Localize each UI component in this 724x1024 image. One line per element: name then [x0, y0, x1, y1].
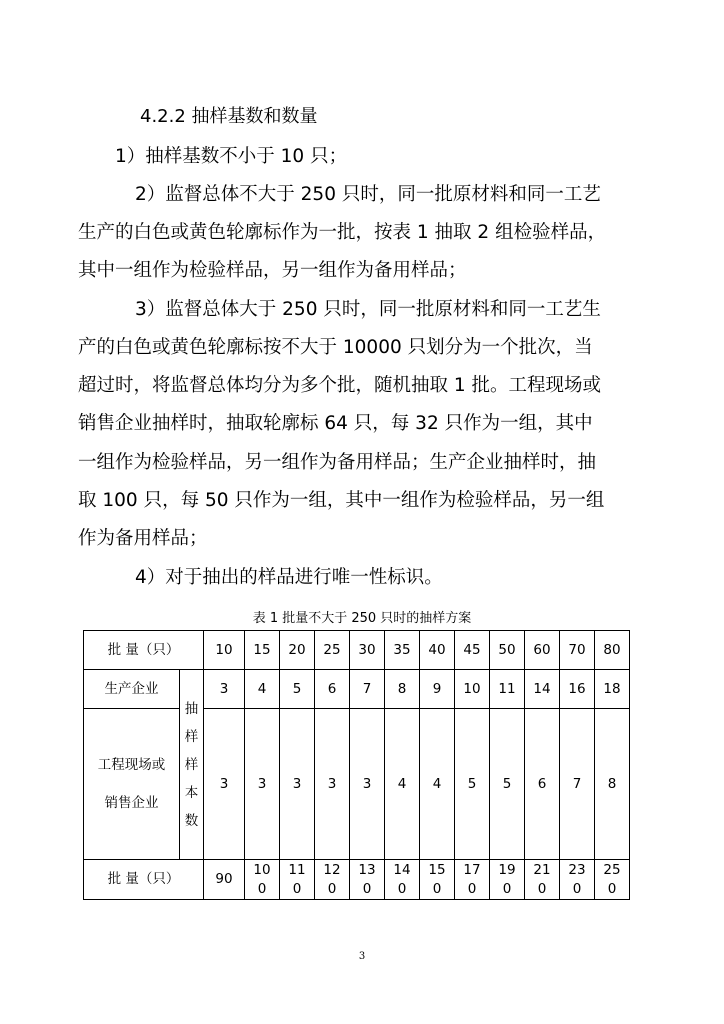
table-cell — [455, 860, 490, 900]
table-cell: 8 — [595, 709, 630, 860]
table-cell — [420, 860, 455, 900]
table-caption: 表 1 批量不大于 250 只时的抽样方案 — [252, 611, 472, 626]
producer-label-cell: 生产企业 — [84, 670, 180, 709]
table-cell: 16 — [560, 670, 595, 709]
table-cell: 8 — [385, 670, 420, 709]
table-cell: 4 — [420, 709, 455, 860]
paragraph-3-line-2: 产的白色或黄色轮廓标按不大于 10000 只划分为一个批次，当 — [78, 337, 593, 358]
page-number: 3 — [358, 951, 366, 962]
paragraph-3-line-5: 一组作为检验样品，另一组作为备用样品；生产企业抽样时，抽 — [78, 452, 597, 473]
table-cell: 15 — [245, 631, 280, 670]
sample-char: 样 — [184, 728, 199, 745]
table-row — [84, 670, 630, 709]
site-label-line: 销售企业 — [104, 795, 159, 811]
site-label-cell — [84, 709, 180, 860]
sample-count-label-cell — [180, 670, 204, 860]
sample-char: 本 — [184, 784, 199, 801]
table-cell: 3 — [204, 709, 245, 860]
table-cell: 11 — [490, 670, 525, 709]
cell-text: 130 — [358, 861, 376, 897]
table-cell: 70 — [560, 631, 595, 670]
sample-char: 数 — [184, 812, 199, 829]
sampling-table — [83, 630, 630, 900]
table-cell: 3 — [315, 709, 350, 860]
table-cell: 50 — [490, 631, 525, 670]
sample-char: 抽 — [184, 700, 199, 717]
table-cell: 5 — [280, 670, 315, 709]
paragraph-1: 1）抽样基数不小于 10 只； — [115, 146, 348, 167]
cell-text: 120 — [323, 861, 341, 897]
table-cell: 40 — [420, 631, 455, 670]
paragraph-4: 4）对于抽出的样品进行唯一性标识。 — [135, 567, 443, 588]
table-cell: 9 — [420, 670, 455, 709]
table-cell: 5 — [455, 709, 490, 860]
table-cell: 18 — [595, 670, 630, 709]
table-cell: 6 — [315, 670, 350, 709]
table-cell: 3 — [245, 709, 280, 860]
table-cell: 4 — [245, 670, 280, 709]
cell-text: 210 — [533, 861, 551, 897]
cell-text: 230 — [568, 861, 586, 897]
cell-text: 100 — [253, 861, 271, 897]
paragraph-2-line-1: 2）监督总体不大于 250 只时，同一批原材料和同一工艺 — [135, 184, 601, 205]
table-cell — [280, 860, 315, 900]
table-cell: 45 — [455, 631, 490, 670]
table-cell: 60 — [525, 631, 560, 670]
table-cell — [385, 860, 420, 900]
paragraph-2-line-2: 生产的白色或黄色轮廓标作为一批，按表 1 抽取 2 组检验样品， — [78, 222, 607, 243]
batch-label-cell: 批 量（只） — [84, 631, 204, 670]
table-cell: 7 — [350, 670, 385, 709]
table-cell: 30 — [350, 631, 385, 670]
site-label-line: 工程现场或 — [97, 757, 166, 773]
paragraph-3-line-3: 超过时，将监督总体均分为多个批，随机抽取 1 批。工程现场或 — [78, 375, 602, 396]
paragraph-2-line-3: 其中一组作为检验样品，另一组作为备用样品； — [78, 260, 467, 281]
table-cell: 14 — [525, 670, 560, 709]
table-cell: 3 — [350, 709, 385, 860]
table-cell — [315, 860, 350, 900]
table-cell — [245, 860, 280, 900]
table-cell: 90 — [204, 860, 245, 900]
table-row — [84, 709, 630, 860]
table-cell: 7 — [560, 709, 595, 860]
table-cell: 3 — [280, 709, 315, 860]
table-cell — [350, 860, 385, 900]
cell-text: 250 — [603, 861, 621, 897]
paragraph-3-line-1: 3）监督总体大于 250 只时，同一批原材料和同一工艺生 — [135, 299, 601, 320]
cell-text: 150 — [428, 861, 446, 897]
cell-text: 140 — [393, 861, 411, 897]
table-cell: 4 — [385, 709, 420, 860]
table-cell: 10 — [204, 631, 245, 670]
paragraph-3-line-7: 作为备用样品； — [78, 528, 208, 549]
table-cell: 6 — [525, 709, 560, 860]
table-cell: 5 — [490, 709, 525, 860]
table-cell: 20 — [280, 631, 315, 670]
cell-text: 110 — [288, 861, 306, 897]
table-cell: 3 — [204, 670, 245, 709]
table-cell — [525, 860, 560, 900]
section-heading: 4.2.2 抽样基数和数量 — [140, 106, 318, 127]
table-cell: 35 — [385, 631, 420, 670]
table-row — [84, 860, 630, 900]
cell-text: 190 — [498, 861, 516, 897]
paragraph-3-line-6: 取 100 只，每 50 只作为一组，其中一组作为检验样品，另一组 — [78, 490, 605, 511]
table-row — [84, 631, 630, 670]
cell-text: 170 — [463, 861, 481, 897]
sample-char: 样 — [184, 756, 199, 773]
table-cell: 80 — [595, 631, 630, 670]
table-cell: 25 — [315, 631, 350, 670]
table-cell — [560, 860, 595, 900]
paragraph-3-line-4: 销售企业抽样时，抽取轮廓标 64 只，每 32 只作为一组，其中 — [78, 413, 593, 434]
table-cell — [595, 860, 630, 900]
batch-label-cell: 批 量（只） — [84, 860, 204, 900]
table-cell — [490, 860, 525, 900]
table-cell: 10 — [455, 670, 490, 709]
